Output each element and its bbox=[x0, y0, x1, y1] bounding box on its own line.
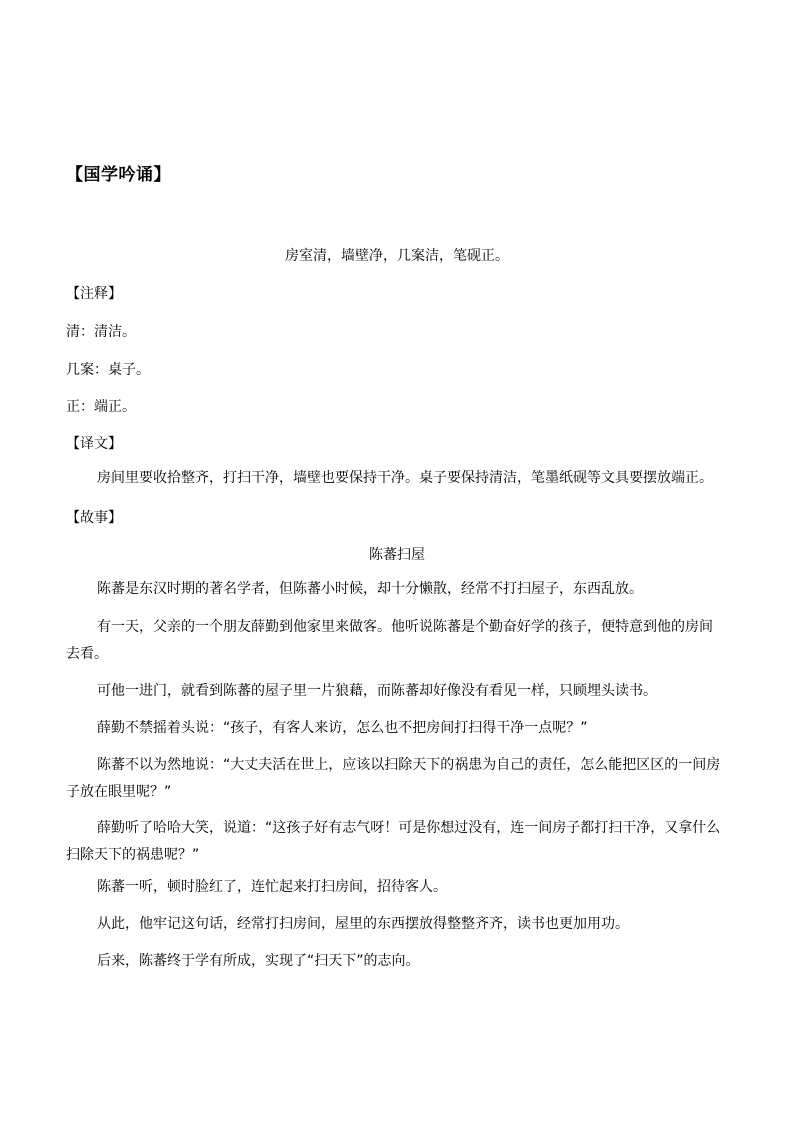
note-item: 清：清洁。 bbox=[66, 324, 136, 340]
story-paragraph: 可他一进门，就看到陈蕃的屋子里一片狼藉，而陈蕃却好像没有看见一样，只顾埋头读书。 bbox=[97, 683, 657, 699]
story-paragraph: 陈蕃一听，顿时脸红了，连忙起来打扫房间，招待客人。 bbox=[97, 879, 447, 895]
story-paragraph: 后来，陈蕃终于学有所成，实现了“扫天下”的志向。 bbox=[97, 953, 420, 969]
translation-label: 【译文】 bbox=[66, 436, 122, 452]
story-paragraph: 有一天，父亲的一个朋友薛勤到他家里来做客。他听说陈蕃是个勤奋好学的孩子，便特意到他的房间去看。 bbox=[66, 619, 713, 662]
story-paragraph: 陈蕃不以为然地说：“大丈夫活在世上，应该以扫除天下的祸患为自己的责任，怎么能把区区的一间房子放在眼里呢？” bbox=[66, 757, 721, 800]
note-item: 几案：桌子。 bbox=[66, 362, 150, 378]
story-paragraph: 薛勤不禁摇着头说：“孩子，有客人来访，怎么也不把房间打扫得干净一点呢？” bbox=[97, 720, 588, 736]
notes-label: 【注释】 bbox=[66, 286, 122, 302]
story-paragraph: 陈蕃是东汉时期的著名学者，但陈蕃小时候，却十分懒散，经常不打扫屋子，东西乱放。 bbox=[97, 581, 643, 597]
story-paragraph: 从此，他牢记这句话，经常打扫房间，屋里的东西摆放得整整齐齐，读书也更加用功。 bbox=[97, 916, 629, 932]
section-title: 【国学吟诵】 bbox=[66, 165, 171, 185]
note-item: 正：端正。 bbox=[66, 399, 136, 415]
story-paragraph: 薛勤听了哈哈大笑，说道：“这孩子好有志气呀！可是你想过没有，连一间房子都打扫干净，又拿什么扫除天下的祸患呢？” bbox=[66, 820, 721, 863]
story-label: 【故事】 bbox=[66, 510, 122, 526]
story-title: 陈蕃扫屋 bbox=[369, 547, 425, 563]
verse-line: 房室清，墙壁净，几案洁，笔砚正。 bbox=[285, 248, 509, 264]
translation-text: 房间里要收拾整齐，打扫干净，墙壁也要保持干净。桌子要保持清洁，笔墨纸砚等文具要摆放端正。 bbox=[97, 470, 713, 486]
